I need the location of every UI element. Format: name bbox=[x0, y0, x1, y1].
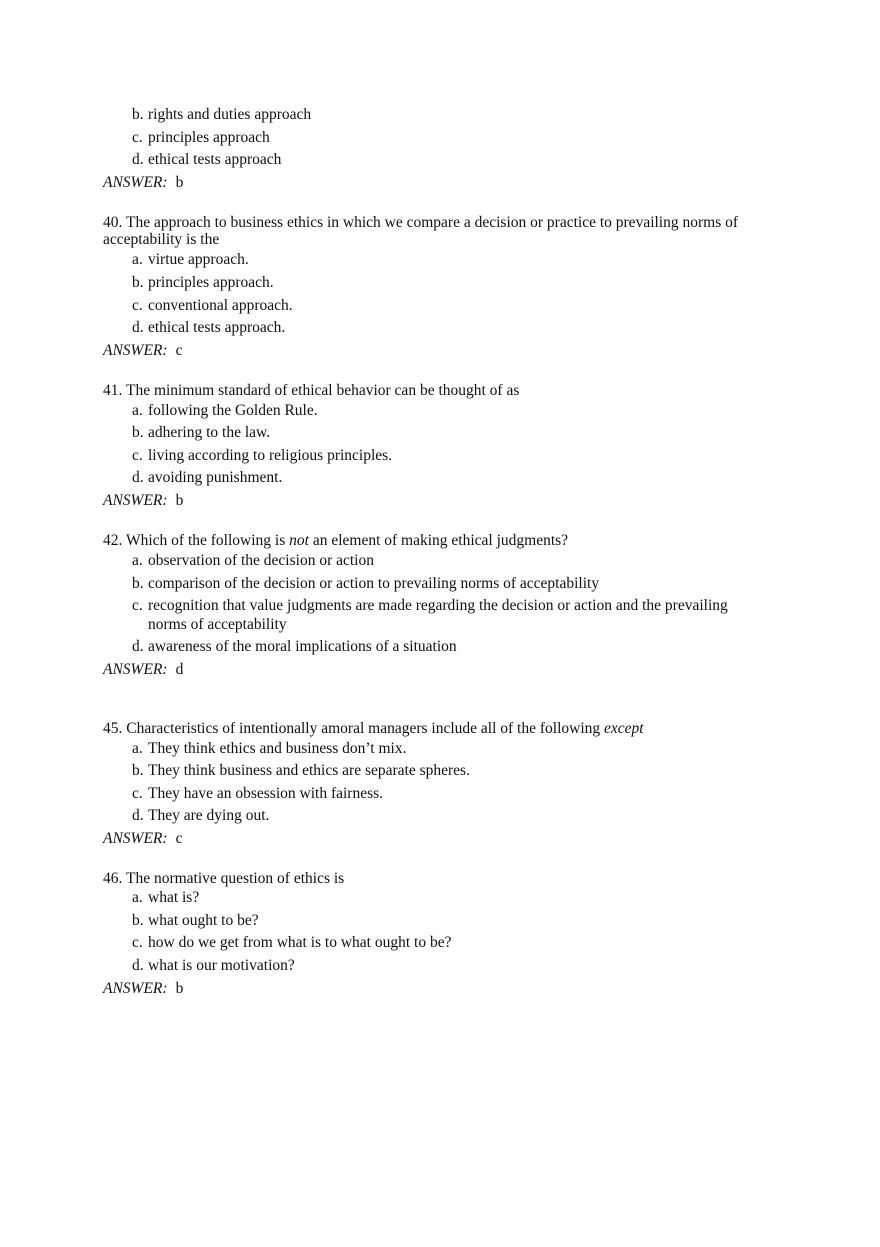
option-letter: a. bbox=[132, 552, 143, 569]
option-letter: d. bbox=[132, 319, 144, 336]
option-letter: d. bbox=[132, 957, 144, 974]
option-text: They think business and ethics are separate spheres. bbox=[148, 762, 470, 779]
q46-option-b bbox=[132, 912, 259, 930]
q41-option-d bbox=[132, 469, 282, 487]
q42-option-a bbox=[132, 552, 374, 570]
answer-value: c bbox=[175, 830, 183, 847]
option-text: They have an obsession with fairness. bbox=[148, 785, 384, 802]
option-text: conventional approach. bbox=[148, 297, 293, 314]
option-letter: b. bbox=[132, 912, 144, 929]
option-text: virtue approach. bbox=[148, 251, 249, 268]
option-text: living according to religious principles. bbox=[148, 447, 393, 464]
answer-value: c bbox=[175, 342, 183, 359]
q42-answer bbox=[103, 661, 183, 679]
option-text: principles approach bbox=[148, 129, 270, 146]
q40-option-c bbox=[132, 297, 293, 315]
stem-emphasis: except bbox=[604, 720, 644, 737]
answer-label: ANSWER: bbox=[103, 492, 168, 509]
option-text: observation of the decision or action bbox=[148, 552, 374, 569]
q40-option-d bbox=[132, 319, 285, 337]
option-text: what ought to be? bbox=[148, 912, 259, 929]
q41-answer bbox=[103, 492, 183, 510]
option-text: awareness of the moral implications of a situation bbox=[148, 638, 457, 655]
q39-option-d bbox=[132, 151, 281, 169]
q45-option-d bbox=[132, 807, 269, 825]
q41-option-c bbox=[132, 447, 392, 465]
q40-stem-line1: 40. The approach to business ethics in which we compare a decision or practice to prevailing norms of bbox=[103, 214, 739, 231]
option-letter: b. bbox=[132, 106, 144, 123]
option-text: They are dying out. bbox=[148, 807, 270, 824]
option-letter: c. bbox=[132, 447, 143, 464]
q40-answer bbox=[103, 342, 182, 360]
stem-emphasis: not bbox=[289, 532, 309, 549]
option-letter: d. bbox=[132, 807, 144, 824]
q39-answer bbox=[103, 174, 183, 192]
answer-label: ANSWER: bbox=[103, 830, 168, 847]
option-letter: b. bbox=[132, 762, 144, 779]
q45-option-a bbox=[132, 740, 406, 758]
q46-option-c bbox=[132, 934, 451, 952]
q41-option-a bbox=[132, 402, 318, 420]
option-letter: d. bbox=[132, 638, 144, 655]
option-letter: a. bbox=[132, 740, 143, 757]
q45-stem bbox=[103, 720, 644, 738]
option-letter: a. bbox=[132, 889, 143, 906]
answer-label: ANSWER: bbox=[103, 661, 168, 678]
option-text: how do we get from what is to what ought to be? bbox=[148, 934, 452, 951]
stem-text: 42. Which of the following is bbox=[103, 532, 290, 549]
option-letter: b. bbox=[132, 274, 144, 291]
option-text: avoiding punishment. bbox=[148, 469, 283, 486]
q45-option-b bbox=[132, 762, 470, 780]
q46-option-a bbox=[132, 889, 199, 907]
option-text: principles approach. bbox=[148, 274, 274, 291]
answer-value: b bbox=[175, 980, 184, 997]
q46-stem: 46. The normative question of ethics is bbox=[103, 870, 345, 887]
option-letter: b. bbox=[132, 575, 144, 592]
option-letter: b. bbox=[132, 424, 144, 441]
option-letter: a. bbox=[132, 251, 143, 268]
answer-value: b bbox=[175, 174, 184, 191]
option-letter: a. bbox=[132, 402, 143, 419]
q39-option-c bbox=[132, 129, 270, 147]
option-letter: c. bbox=[132, 785, 143, 802]
q41-option-b bbox=[132, 424, 270, 442]
q42-stem bbox=[103, 532, 568, 550]
option-letter: d. bbox=[132, 151, 144, 168]
option-text: what is? bbox=[148, 889, 200, 906]
answer-value: d bbox=[175, 661, 184, 678]
q40-stem-line2: acceptability is the bbox=[103, 231, 220, 248]
q42-option-b bbox=[132, 575, 599, 593]
option-text: what is our motivation? bbox=[148, 957, 295, 974]
option-letter: c. bbox=[132, 129, 143, 146]
option-text: recognition that value judgments are made regarding the decision or action and the prevailing bbox=[148, 597, 728, 614]
q41-stem: 41. The minimum standard of ethical behavior can be thought of as bbox=[103, 382, 520, 399]
option-letter: d. bbox=[132, 469, 144, 486]
option-letter: c. bbox=[132, 597, 143, 614]
stem-text: an element of making ethical judgments? bbox=[308, 532, 569, 549]
option-letter: c. bbox=[132, 297, 143, 314]
answer-label: ANSWER: bbox=[103, 174, 168, 191]
option-text: They think ethics and business don’t mix. bbox=[148, 740, 407, 757]
q39-option-b bbox=[132, 106, 311, 124]
option-text: ethical tests approach. bbox=[148, 319, 286, 336]
answer-value: b bbox=[175, 492, 184, 509]
option-letter: c. bbox=[132, 934, 143, 951]
q45-answer bbox=[103, 830, 182, 848]
option-text: comparison of the decision or action to prevailing norms of acceptability bbox=[148, 575, 600, 592]
q40-option-b bbox=[132, 274, 274, 292]
option-text: following the Golden Rule. bbox=[148, 402, 318, 419]
answer-label: ANSWER: bbox=[103, 980, 168, 997]
q46-answer bbox=[103, 980, 183, 998]
answer-label: ANSWER: bbox=[103, 342, 168, 359]
q40-option-a bbox=[132, 251, 249, 269]
option-text: rights and duties approach bbox=[148, 106, 312, 123]
q45-option-c bbox=[132, 785, 383, 803]
q42-option-d bbox=[132, 638, 457, 656]
stem-text: 45. Characteristics of intentionally amoral managers include all of the following bbox=[103, 720, 605, 737]
option-text: ethical tests approach bbox=[148, 151, 282, 168]
q42-option-c bbox=[132, 597, 728, 615]
q42-option-c-continuation: norms of acceptability bbox=[148, 616, 287, 633]
option-text: adhering to the law. bbox=[148, 424, 271, 441]
q46-option-d bbox=[132, 957, 295, 975]
